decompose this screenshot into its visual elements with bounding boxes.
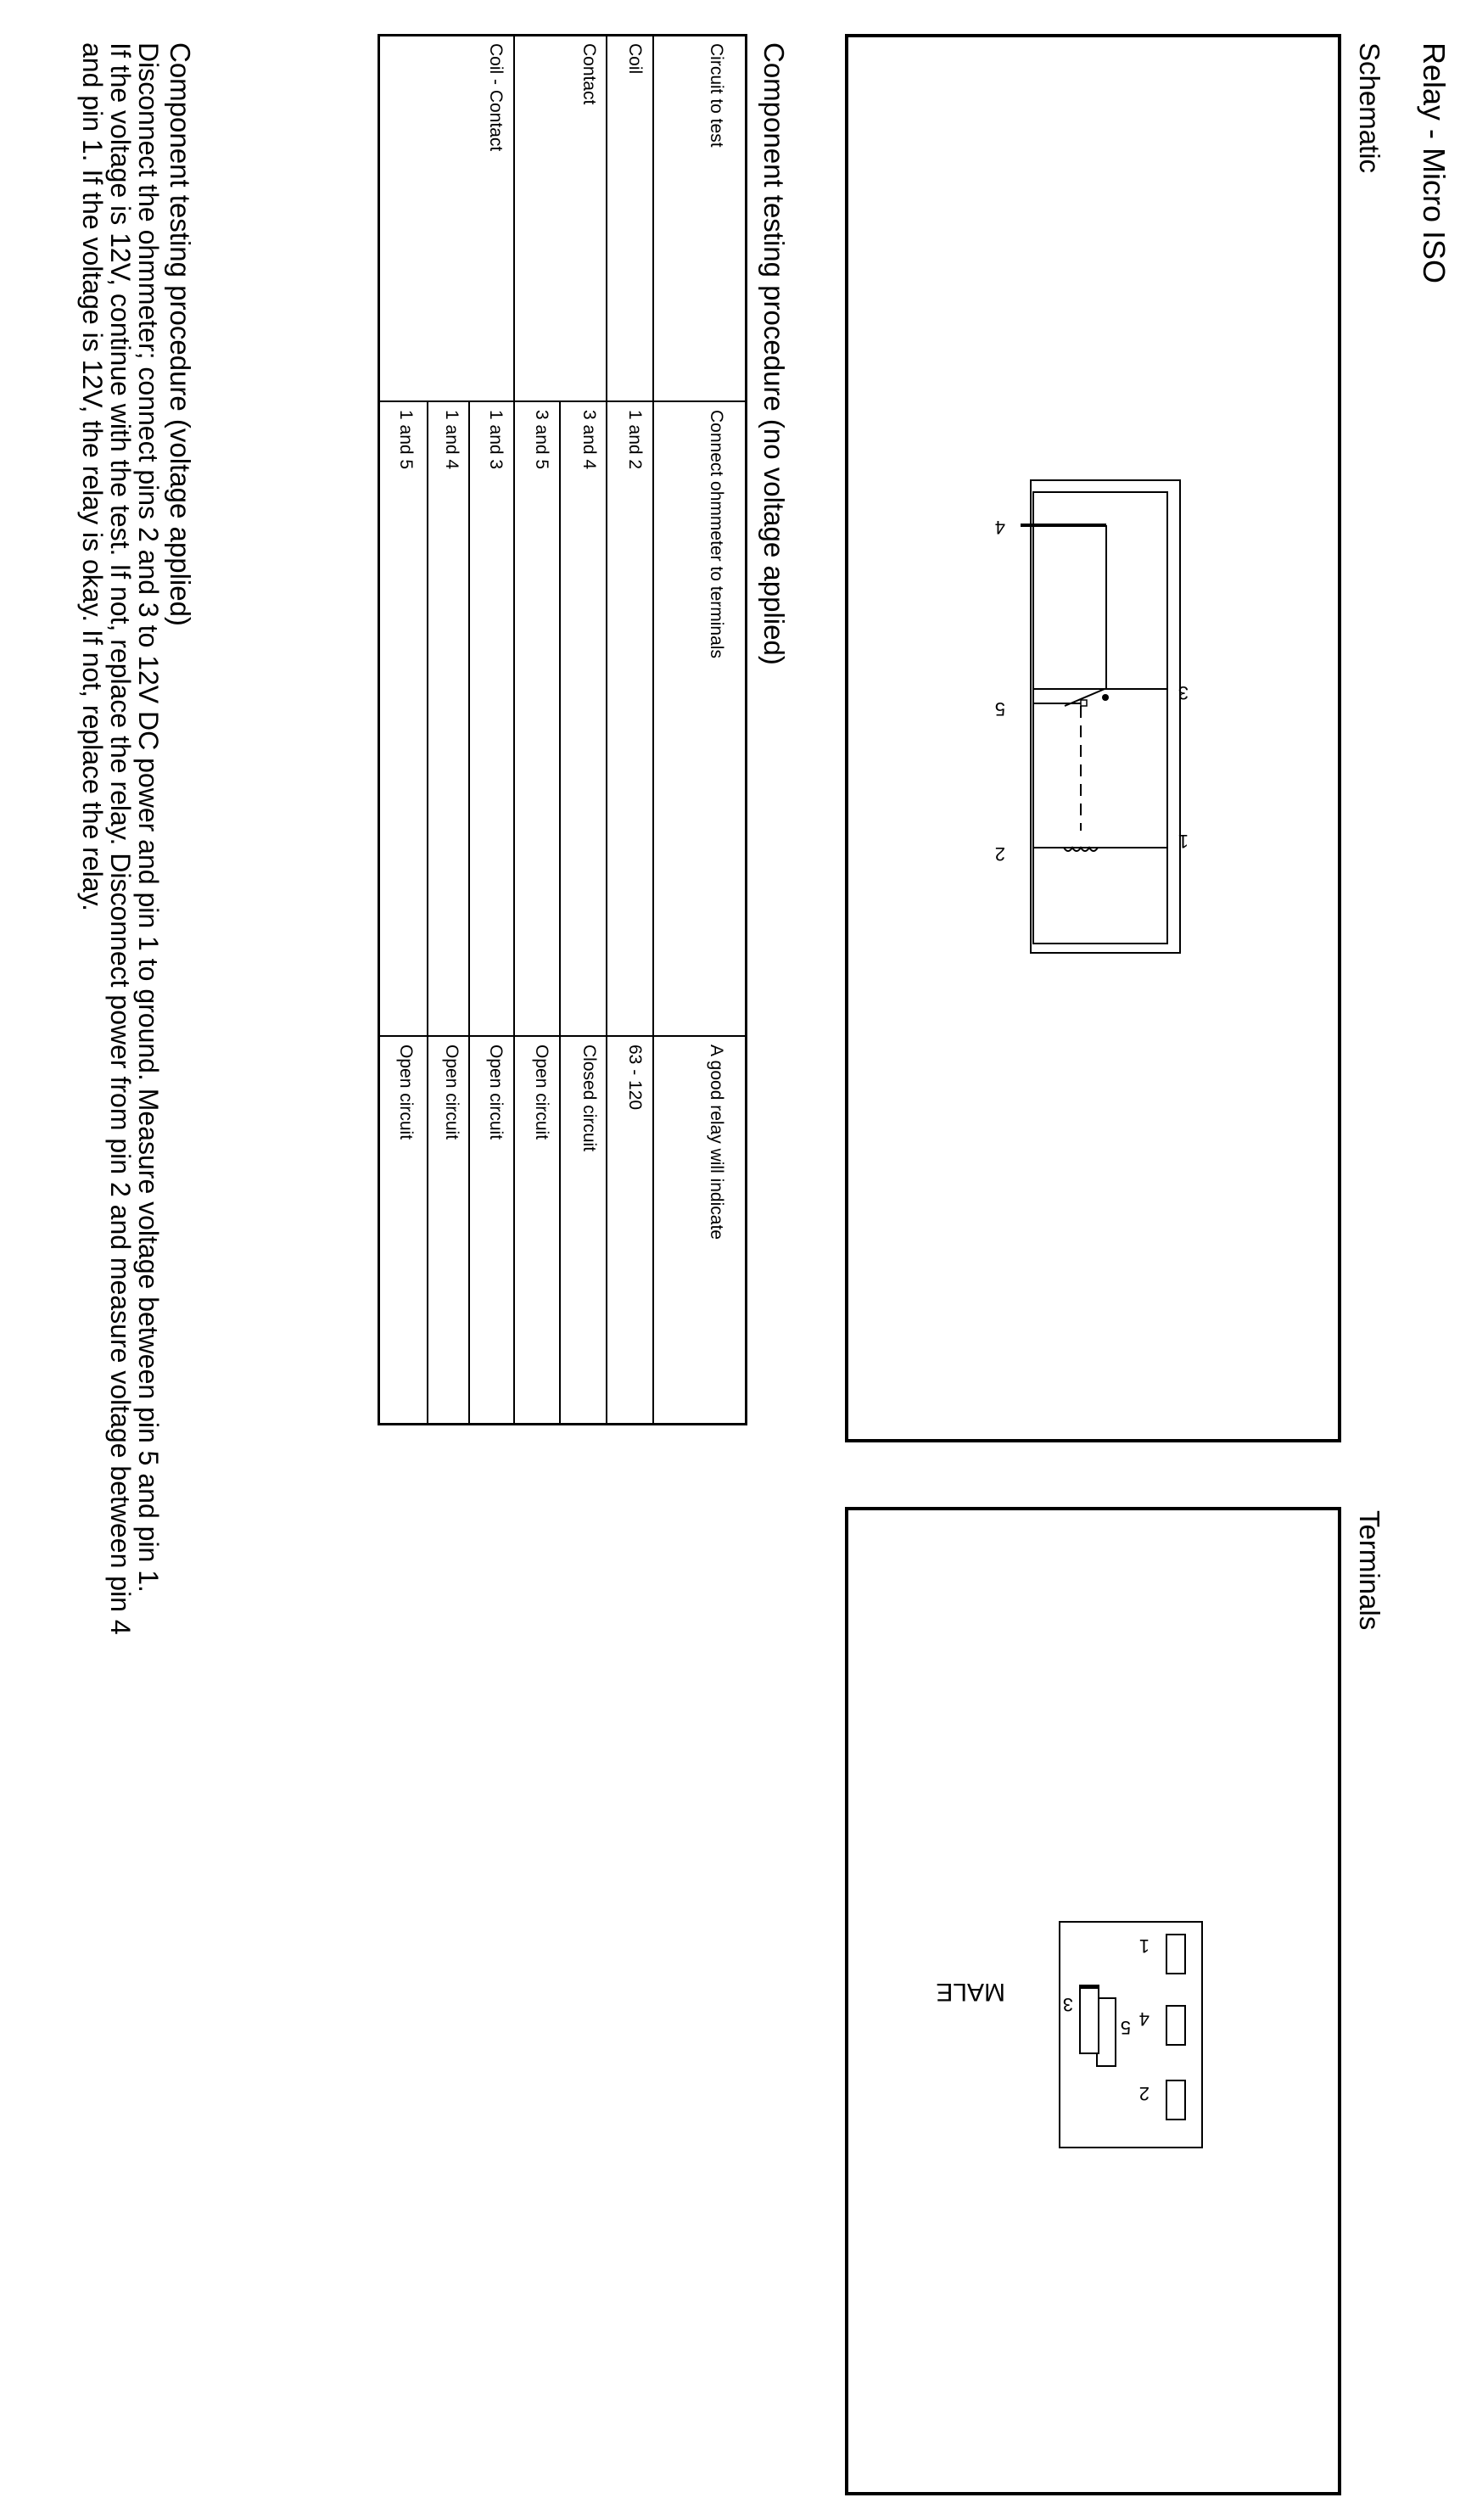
- test-voltage-heading: Component testing procedure (voltage applied): [165, 42, 196, 626]
- column-header: Circuit to test: [707, 43, 726, 148]
- table-cell: Open circuit: [396, 1044, 416, 1140]
- test-table: [378, 34, 747, 1425]
- table-cell: 3 and 5: [532, 410, 551, 470]
- table-cell: Open circuit: [532, 1044, 551, 1140]
- switch-pivot: [1102, 694, 1109, 701]
- table-cell: 1 and 3: [486, 410, 506, 470]
- schematic-pin-label: 2: [994, 843, 1005, 865]
- terminal-pin-label: 3: [1062, 1994, 1073, 2015]
- terminal-pin-label: 4: [1138, 2008, 1150, 2030]
- schematic-pin-label: 3: [1178, 682, 1189, 703]
- terminals-heading: Terminals: [1354, 1510, 1385, 1631]
- table-cell: Contact: [579, 43, 599, 105]
- page-title: Relay - Micro ISO: [1417, 42, 1452, 284]
- terminal-pin-label: 2: [1138, 2083, 1150, 2104]
- schematic-heading: Schematic: [1354, 42, 1385, 174]
- relay-housing-inner: [1033, 492, 1167, 944]
- terminal-blade: [1080, 1985, 1099, 2053]
- table-cell: 63 - 120: [625, 1044, 645, 1111]
- terminal-blade-edge: [1080, 1985, 1099, 1989]
- schematic-pin-label: 5: [994, 698, 1005, 720]
- terminal-blade: [1166, 2080, 1185, 2120]
- column-header: A good relay will indicate: [707, 1044, 726, 1240]
- table-cell: 1 and 5: [396, 410, 416, 470]
- schematic-diagram: [848, 37, 1338, 1439]
- terminal-pin-label: 5: [1120, 2017, 1131, 2038]
- procedure-line: If the voltage is 12V, continue with the test. If not, replace the relay. Disconnect power from pin 2 and measure voltage between pin 4: [105, 42, 136, 1635]
- table-cell: 1 and 4: [442, 410, 461, 470]
- terminal-gender-label: MALE: [936, 1978, 1005, 2006]
- test-table-grid: [380, 36, 745, 1423]
- table-cell: Closed circuit: [579, 1044, 599, 1152]
- test-no-voltage-heading: Component testing procedure (no voltage applied): [758, 42, 790, 665]
- table-cell: Coil: [625, 43, 645, 75]
- table-cell: Open circuit: [442, 1044, 461, 1140]
- pin5-contact: [1081, 700, 1087, 706]
- table-cell: 3 and 4: [579, 410, 599, 470]
- terminal-pin-label: 1: [1138, 1935, 1150, 1957]
- schematic-panel: [845, 34, 1341, 1442]
- schematic-pin-label: 1: [1178, 831, 1189, 852]
- table-cell: Coil - Contact: [486, 43, 506, 152]
- terminal-blade: [1166, 1935, 1185, 1974]
- table-cell: Open circuit: [486, 1044, 506, 1140]
- procedure-line: Disconnect the ohmmeter; connect pins 2 and 3 to 12V DC power and pin 1 to ground. Measure voltage between pin 5 and pin 1.: [133, 42, 164, 1593]
- procedure-line: and pin 1. If the voltage is 12V, the relay is okay. If not, replace the relay.: [77, 42, 108, 912]
- terminals-panel: [845, 1507, 1341, 2495]
- table-cell: 1 and 2: [625, 410, 645, 470]
- terminal-blade: [1097, 1998, 1116, 2066]
- column-header: Connect ohmmeter to terminals: [707, 410, 726, 658]
- terminals-diagram: [848, 1510, 1338, 2492]
- schematic-pin-label: 4: [994, 517, 1005, 538]
- terminal-blade: [1166, 2006, 1185, 2045]
